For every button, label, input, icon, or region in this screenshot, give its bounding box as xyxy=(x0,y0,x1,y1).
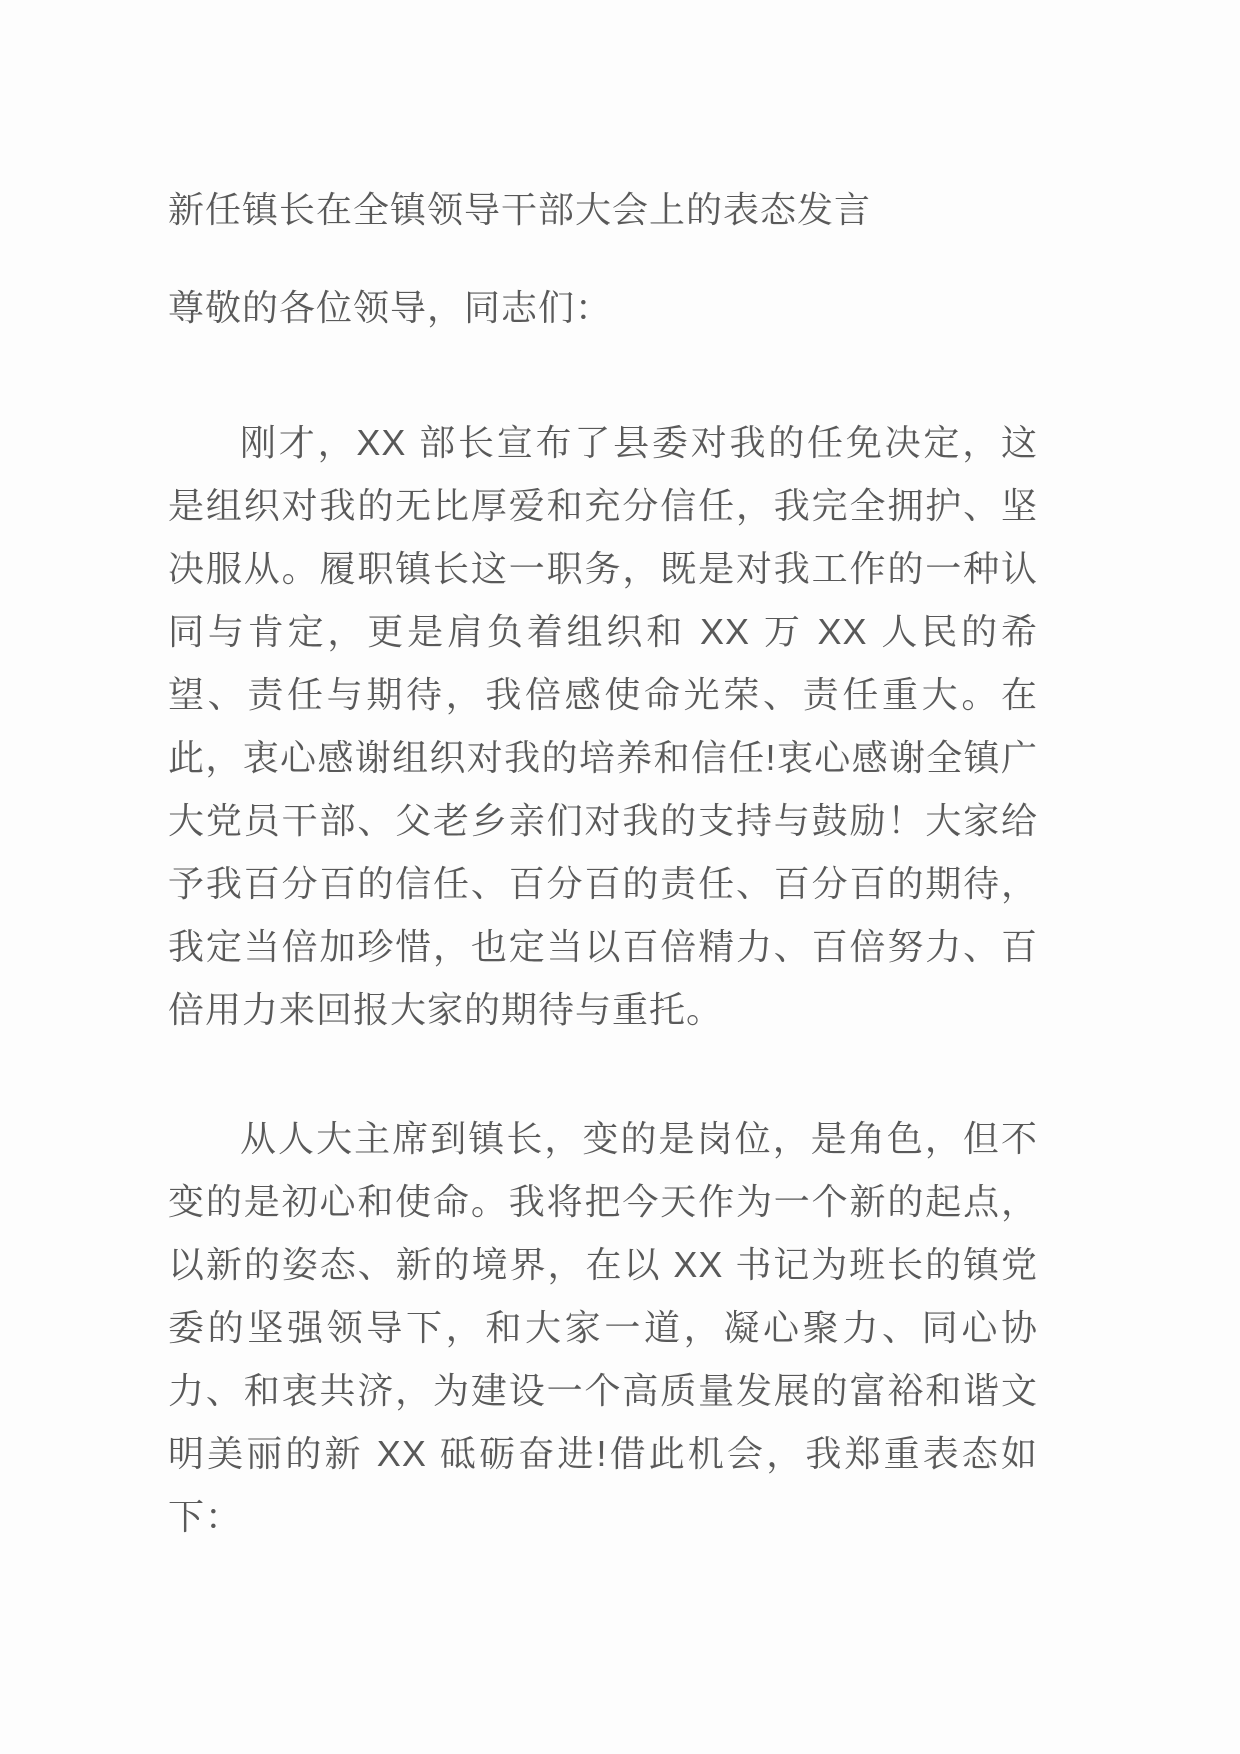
document-salutation: 尊敬的各位领导，同志们： xyxy=(168,287,613,328)
document-paragraph-1: 刚才，XX 部长宣布了县委对我的任免决定，这是组织对我的无比厚爱和充分信任，我完全拥护、坚决服从。履职镇长这一职务，既是对我工作的一种认同与肯定，更是肩负着组织和 XX 万 XX 人民的希望、责任与期待，我倍感使命光荣、责任重大。在此，衷心感谢组织对我的培养和信任!衷心感谢全镇广大党员干部、父老乡亲们对我的支持与鼓励！大家给予我百分百的信任、百分百的责任、百分百的期待，我定当倍加珍惜，也定当以百倍精力、百倍努力、百倍用力来回报大家的期待与重托。 xyxy=(168,422,1038,1030)
document-paragraph-2: 从人大主席到镇长，变的是岗位，是角色，但不变的是初心和使命。我将把今天作为一个新的起点，以新的姿态、新的境界，在以 XX 书记为班长的镇党委的坚强领导下，和大家一道，凝心聚力、同心协力、和衷共济，为建设一个高质量发展的富裕和谐文明美丽的新 XX 砥砺奋进!借此机会，我郑重表态如下： xyxy=(168,1118,1038,1537)
document-title: 新任镇长在全镇领导干部大会上的表态发言 xyxy=(168,189,872,230)
